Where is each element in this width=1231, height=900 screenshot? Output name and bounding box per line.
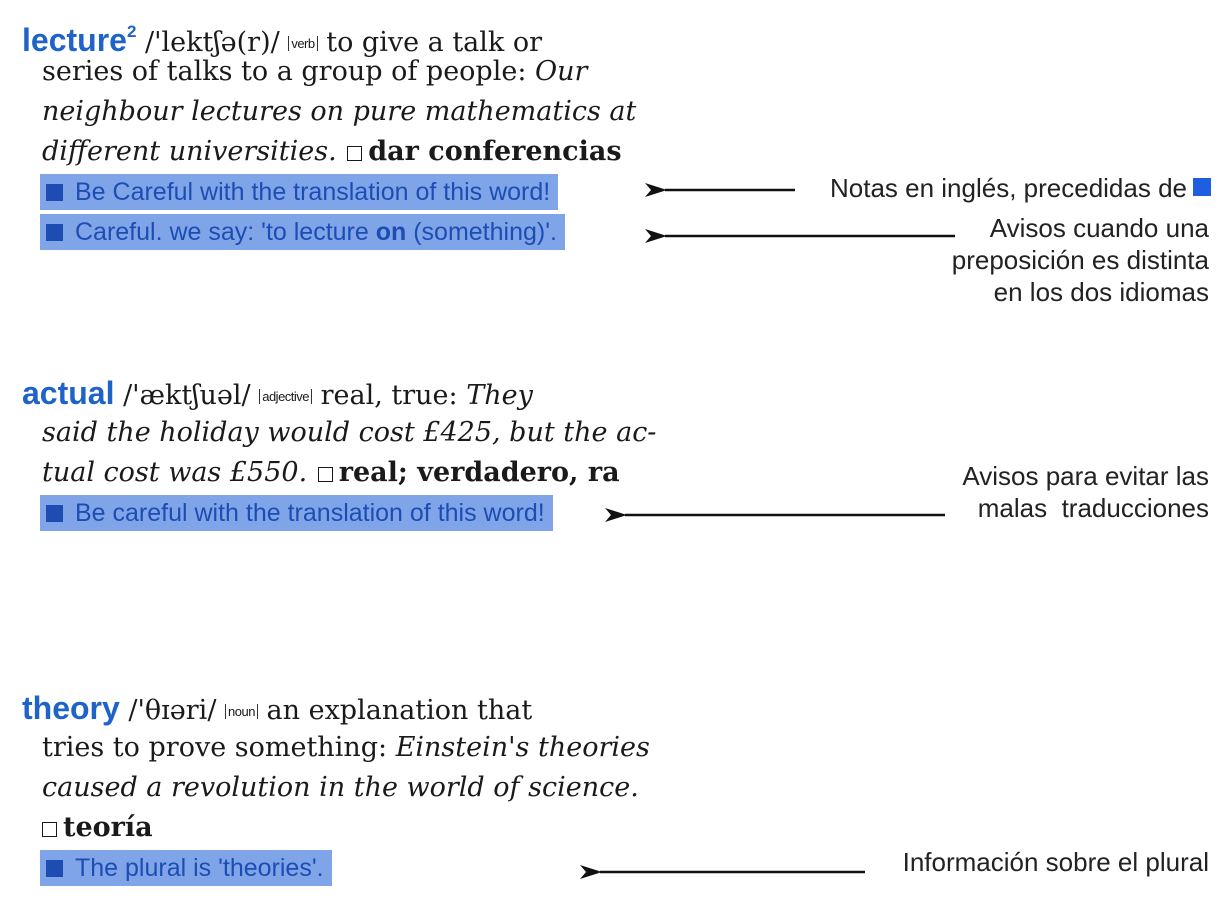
note-text: Be Careful with the translation of this word!: [75, 178, 551, 206]
example: caused a revolution in the world of science.: [42, 772, 639, 803]
annotation-text: preposición es distinta: [951, 245, 1209, 275]
example: Einstein's theories: [395, 732, 650, 763]
example: different universities.: [42, 136, 337, 167]
blue-square-icon: [1193, 178, 1211, 196]
part-of-speech: noun: [225, 704, 258, 719]
note-text: Careful. we say: 'to lecture: [75, 218, 376, 246]
annotation-text: Avisos cuando una: [989, 213, 1209, 243]
example: neighbour lectures on pure mathematics at: [42, 96, 637, 127]
translation: real; verdadero, ra: [338, 457, 620, 488]
definition: an explanation that: [266, 695, 533, 726]
headword: theory: [22, 690, 120, 726]
annotation-plural: [903, 846, 1209, 878]
example: They: [466, 380, 533, 411]
annotation-text: Avisos para evitar las: [962, 461, 1209, 491]
headword: lecture$^2$: [22, 22, 137, 58]
annotation-preposition: [952, 212, 1209, 308]
annotation-mistranslation: [962, 460, 1209, 524]
annotation-text: malas traducciones: [977, 493, 1209, 523]
pronunciation: /'lektʃə(r)/: [145, 27, 280, 58]
homograph-number: 2: [126, 22, 137, 41]
annotation-text: Información sobre el plural: [902, 847, 1209, 877]
note-text: Be careful with the translation of this word!: [75, 499, 545, 527]
pronunciation: /'æktʃuəl/: [123, 380, 251, 411]
definition: series of talks to a group of people:: [42, 56, 527, 87]
note-text: The plural is 'theories'.: [75, 854, 324, 882]
note-preposition: on: [375, 218, 407, 246]
annotation-text: Notas en inglés, precedidas de: [829, 173, 1187, 203]
headword: actual: [22, 375, 115, 411]
pronunciation: /'θɪəri/: [128, 695, 217, 726]
example: said the holiday would cost £425, but the ac-: [42, 417, 657, 448]
translation: dar conferencias: [368, 136, 622, 167]
definition: to give a talk or: [326, 27, 543, 58]
definition: tries to prove something:: [42, 732, 388, 763]
annotation-notes-english: [830, 172, 1211, 204]
annotation-text: en los dos idiomas: [993, 277, 1209, 307]
definition: real, true:: [320, 380, 458, 411]
part-of-speech: verb: [288, 36, 317, 51]
part-of-speech: adjective: [259, 389, 312, 404]
note-text: (something)'.: [406, 218, 557, 246]
example: tual cost was £550.: [42, 457, 308, 488]
translation: teoría: [63, 812, 153, 843]
example: Our: [535, 56, 588, 87]
